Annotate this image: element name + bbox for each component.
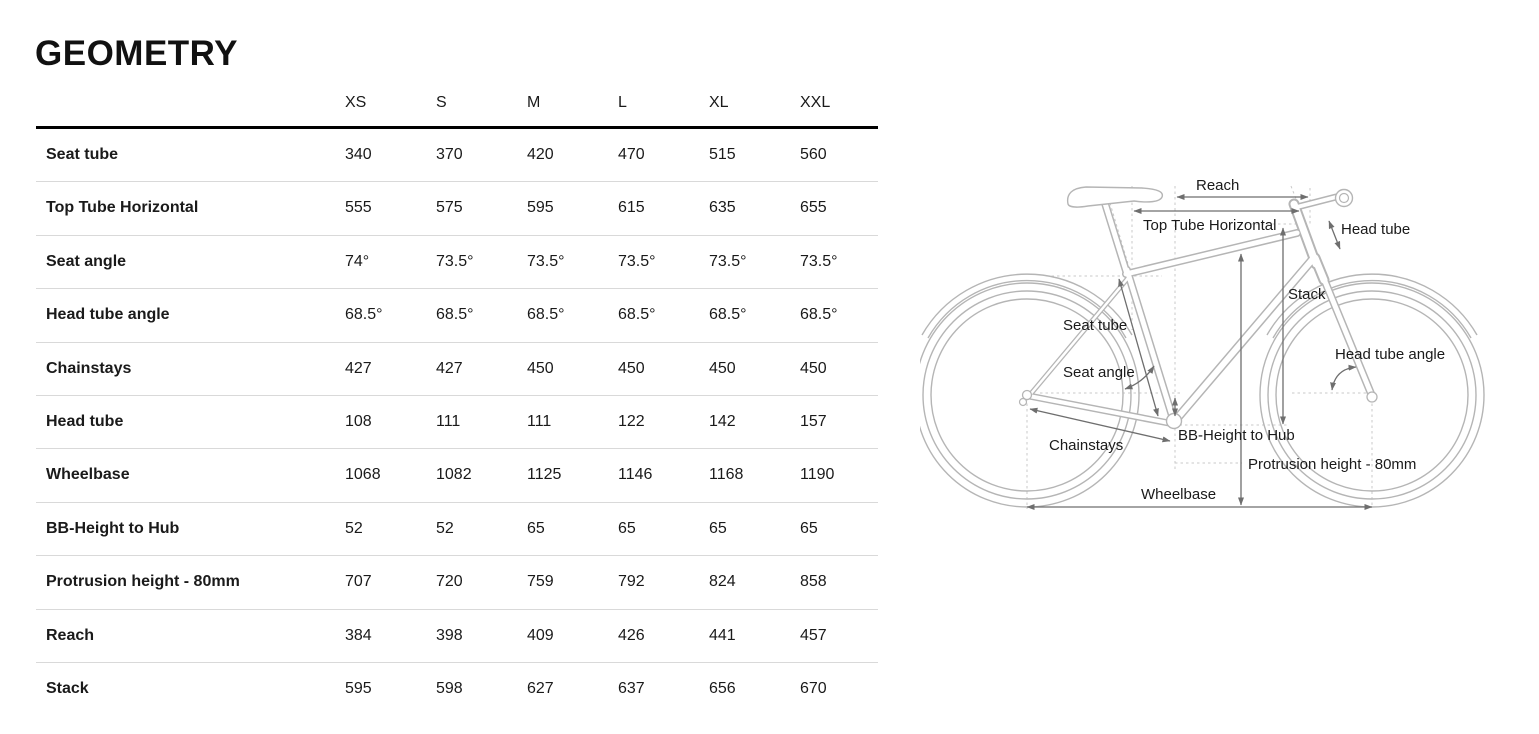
cell: 108 (345, 412, 372, 430)
cell: 52 (436, 519, 454, 537)
table-row (36, 503, 878, 556)
saddle (1068, 187, 1163, 207)
cell: 73.5° (709, 252, 747, 270)
cell: 1146 (618, 466, 653, 484)
cell: 73.5° (800, 252, 838, 270)
cell: 74° (345, 252, 370, 270)
row-label: Wheelbase (46, 466, 130, 484)
cell: 707 (345, 573, 372, 591)
table-row (36, 289, 878, 342)
cell: 68.5° (436, 306, 474, 324)
cell: 450 (527, 359, 554, 377)
cell: 575 (436, 199, 463, 217)
row-label: Reach (46, 626, 95, 644)
protrusion-height-label: Protrusion height - 80mm (1248, 456, 1417, 473)
row-label: BB-Height to Hub (46, 519, 180, 537)
handlebar-grip (1336, 190, 1353, 207)
chainstays-label: Chainstays (1049, 437, 1124, 454)
cell: 450 (800, 359, 827, 377)
head-tube-arrow (1329, 221, 1340, 249)
cell: 65 (527, 519, 545, 537)
cell: 409 (527, 626, 554, 644)
cell: 560 (800, 146, 827, 163)
stack-label: Stack (1288, 286, 1326, 303)
column-header: XXL (800, 94, 831, 111)
cell: 1168 (709, 466, 744, 484)
row-label: Head tube angle (46, 306, 170, 324)
table-header-row (36, 85, 878, 129)
seat-angle-label: Seat angle (1063, 364, 1135, 381)
cell: 65 (618, 519, 636, 537)
cell: 1190 (800, 466, 835, 484)
cell: 656 (709, 679, 736, 697)
row-label: Protrusion height - 80mm (46, 573, 240, 591)
wheelbase-label: Wheelbase (1141, 486, 1217, 503)
cell: 73.5° (527, 252, 565, 270)
table-row (36, 663, 878, 716)
cell: 340 (345, 146, 372, 163)
cell: 427 (436, 359, 463, 377)
table-row (36, 129, 878, 182)
cell: 858 (800, 573, 827, 591)
cell: 142 (709, 412, 736, 430)
row-label: Chainstays (46, 359, 132, 377)
cell: 68.5° (618, 306, 656, 324)
cell: 635 (709, 199, 736, 217)
cell: 73.5° (618, 252, 656, 270)
cell: 515 (709, 146, 736, 163)
column-header: M (527, 94, 541, 111)
front-dropout (1367, 392, 1377, 402)
cell: 555 (345, 199, 372, 217)
derailleur (1020, 399, 1027, 406)
head-tube-label: Head tube (1341, 221, 1411, 238)
cell: 615 (618, 199, 645, 217)
row-label: Seat angle (46, 252, 127, 270)
cell: 450 (709, 359, 736, 377)
cell: 370 (436, 146, 463, 163)
cell: 792 (618, 573, 645, 591)
head-tube-angle-arc (1332, 367, 1356, 390)
cell: 426 (618, 626, 645, 644)
cell: 595 (345, 679, 372, 697)
cell: 720 (436, 573, 463, 591)
cell: 457 (800, 626, 827, 644)
column-header: XL (709, 94, 729, 111)
cell: 52 (345, 519, 363, 537)
cell: 65 (709, 519, 727, 537)
cell: 627 (527, 679, 554, 697)
cell: 450 (618, 359, 645, 377)
cell: 759 (527, 573, 554, 591)
table-row (36, 449, 878, 502)
table-row (36, 556, 878, 609)
cell: 420 (527, 146, 554, 163)
table-row (36, 343, 878, 396)
table-row (36, 182, 878, 235)
row-label: Head tube (46, 412, 124, 430)
cell: 384 (345, 626, 372, 644)
cell: 65 (800, 519, 818, 537)
table-body (36, 129, 878, 716)
cell: 598 (436, 679, 463, 697)
table-row (36, 610, 878, 663)
table-row (36, 236, 878, 289)
column-header: XS (345, 94, 367, 111)
geometry-table (36, 85, 878, 716)
cell: 68.5° (345, 306, 383, 324)
head-tube-angle-label: Head tube angle (1335, 346, 1446, 363)
row-label: Seat tube (46, 146, 119, 163)
cell: 1082 (436, 466, 472, 484)
bike-line-art (920, 150, 1539, 534)
cell: 427 (345, 359, 372, 377)
cell: 824 (709, 573, 736, 591)
bb-height-to-hub-label: BB-Height to Hub (1178, 427, 1295, 444)
cell: 655 (800, 199, 827, 217)
seat-tube-label: Seat tube (1063, 317, 1128, 334)
column-header: S (436, 94, 447, 111)
row-label: Stack (46, 679, 89, 697)
cell: 470 (618, 146, 645, 163)
bike-geometry-diagram (920, 150, 1539, 534)
cell: 398 (436, 626, 463, 644)
cell: 68.5° (527, 306, 565, 324)
row-label: Top Tube Horizontal (46, 199, 199, 217)
cell: 111 (527, 412, 552, 430)
page-title: GEOMETRY (35, 34, 238, 73)
cell: 1068 (345, 466, 381, 484)
cell: 68.5° (709, 306, 747, 324)
cell: 111 (436, 412, 461, 430)
cell: 68.5° (800, 306, 838, 324)
reach-label: Reach (1196, 177, 1240, 194)
cell: 441 (709, 626, 736, 644)
cell: 637 (618, 679, 645, 697)
cell: 73.5° (436, 252, 474, 270)
column-header: L (618, 94, 627, 111)
cell: 1125 (527, 466, 562, 484)
top-tube-horizontal-label: Top Tube Horizontal (1143, 217, 1277, 234)
cell: 670 (800, 679, 827, 697)
table-row (36, 396, 878, 449)
cell: 595 (527, 199, 554, 217)
cell: 122 (618, 412, 645, 430)
cell: 157 (800, 412, 827, 430)
